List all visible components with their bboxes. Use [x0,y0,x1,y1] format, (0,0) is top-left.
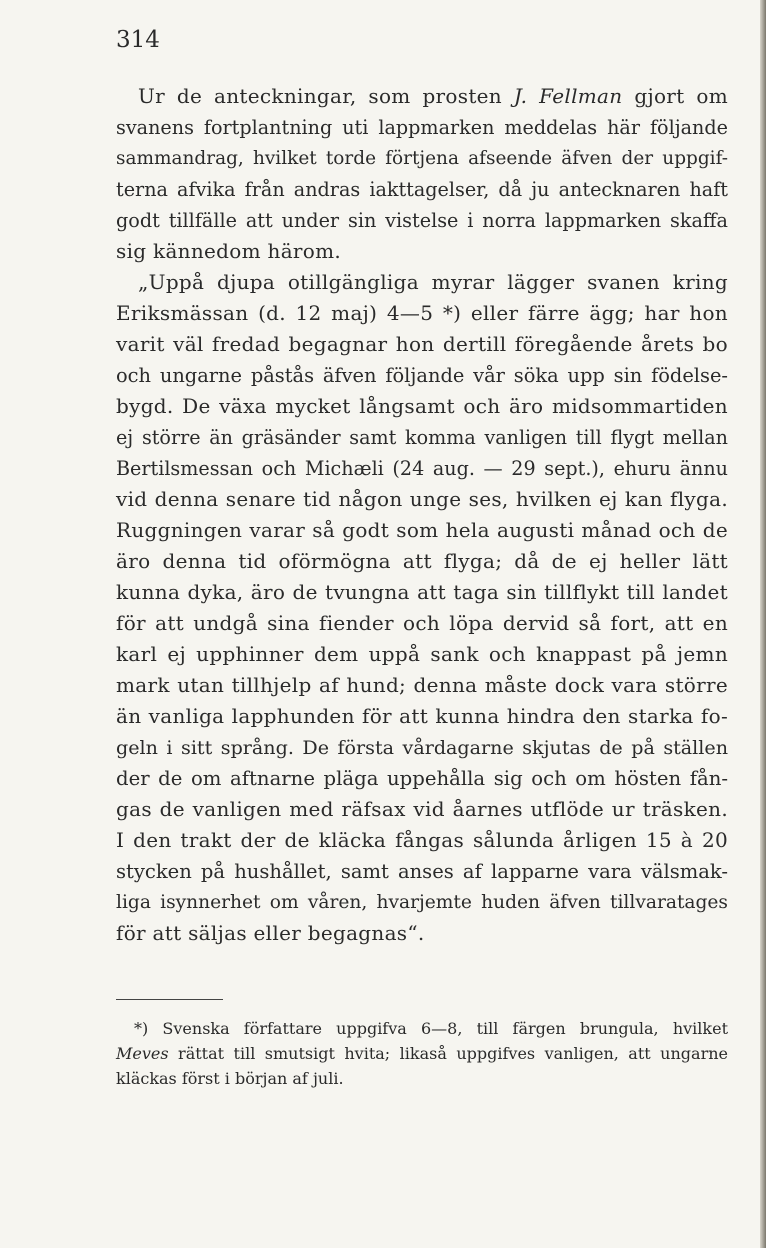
text-line: för att säljas eller begagnas“. [116,921,425,945]
text-line: sammandrag, hvilket torde förtjena afseende äfven der uppgif- [116,148,728,169]
text-line: äro denna tid oförmögna att flyga; då de ej heller lätt [116,549,728,573]
text-line: „Uppå djupa otillgängliga myrar lägger svanen kring [138,270,728,294]
text-line: svanens fortplantning uti lappmarken meddelas här följande [116,116,728,139]
text-line: Eriksmässan (d. 12 maj) 4—5 *) eller färre ägg; har hon [116,301,728,325]
text-line: kunna dyka, äro de tvungna att taga sin tillflykt till landet [116,580,728,604]
text-line: terna afvika från andras iakttagelser, då ju antecknaren haft [116,178,728,201]
text-line: vid denna senare tid någon unge ses, hvilken ej kan flyga. [116,487,728,511]
footnote-line: kläckas först i början af juli. [116,1069,344,1088]
footnote-line: Meves rättat till smutsigt hvita; likaså uppgifves vanligen, att ungarne [116,1044,728,1063]
text-line: för att undgå sina fiender och löpa dervid så fort, att en [116,611,728,635]
footnote [116,1016,728,1091]
text-line: än vanliga lapphunden för att kunna hindra den starka fo- [116,704,728,728]
body-text [116,81,728,949]
page-number: 314 [116,27,160,53]
text-line: Ur de anteckningar, som prosten J. Fellman gjort om [138,84,728,108]
text-line: liga isynnerhet om våren, hvarjemte huden äfven tillvaratages [116,892,728,913]
footnote-divider [116,999,223,1000]
text-line: och ungarne påstås äfven följande vår söka upp sin födelse- [116,364,728,387]
text-line: sig kännedom härom. [116,239,342,263]
text-line: gas de vanligen med räfsax vid åarnes utflöde ur träsken. [116,797,728,821]
text-line: geln i sitt språng. De första vårdagarne skjutas de på ställen [116,736,728,759]
footnote-line: *) Svenska författare uppgifva 6—8, till färgen brungula, hvilket [134,1019,728,1038]
text-line: mark utan tillhjelp af hund; denna måste dock vara större [116,673,728,697]
text-line: Bertilsmessan och Michæli (24 aug. — 29 sept.), ehuru ännu [116,457,728,480]
text-line: bygd. De växa mycket långsamt och äro midsommartiden [116,394,728,418]
text-line: karl ej upphinner dem uppå sank och knappast på jemn [116,642,728,666]
text-line: ej större än gräsänder samt komma vanligen till flygt mellan [116,426,728,449]
text-line: I den trakt der de kläcka fångas sålunda årligen 15 à 20 [116,828,728,852]
text-line: stycken på hushållet, samt anses af lapparne vara välsmak- [116,860,728,883]
text-line: Ruggningen varar så godt som hela augusti månad och de [116,518,728,542]
page-edge [760,0,766,1248]
text-line: der de om aftnarne pläga uppehålla sig och om hösten fån- [116,767,728,790]
text-line: godt tillfälle att under sin vistelse i norra lappmarken skaffa [116,209,728,232]
text-line: varit väl fredad begagnar hon dertill föregående årets bo [116,332,728,356]
